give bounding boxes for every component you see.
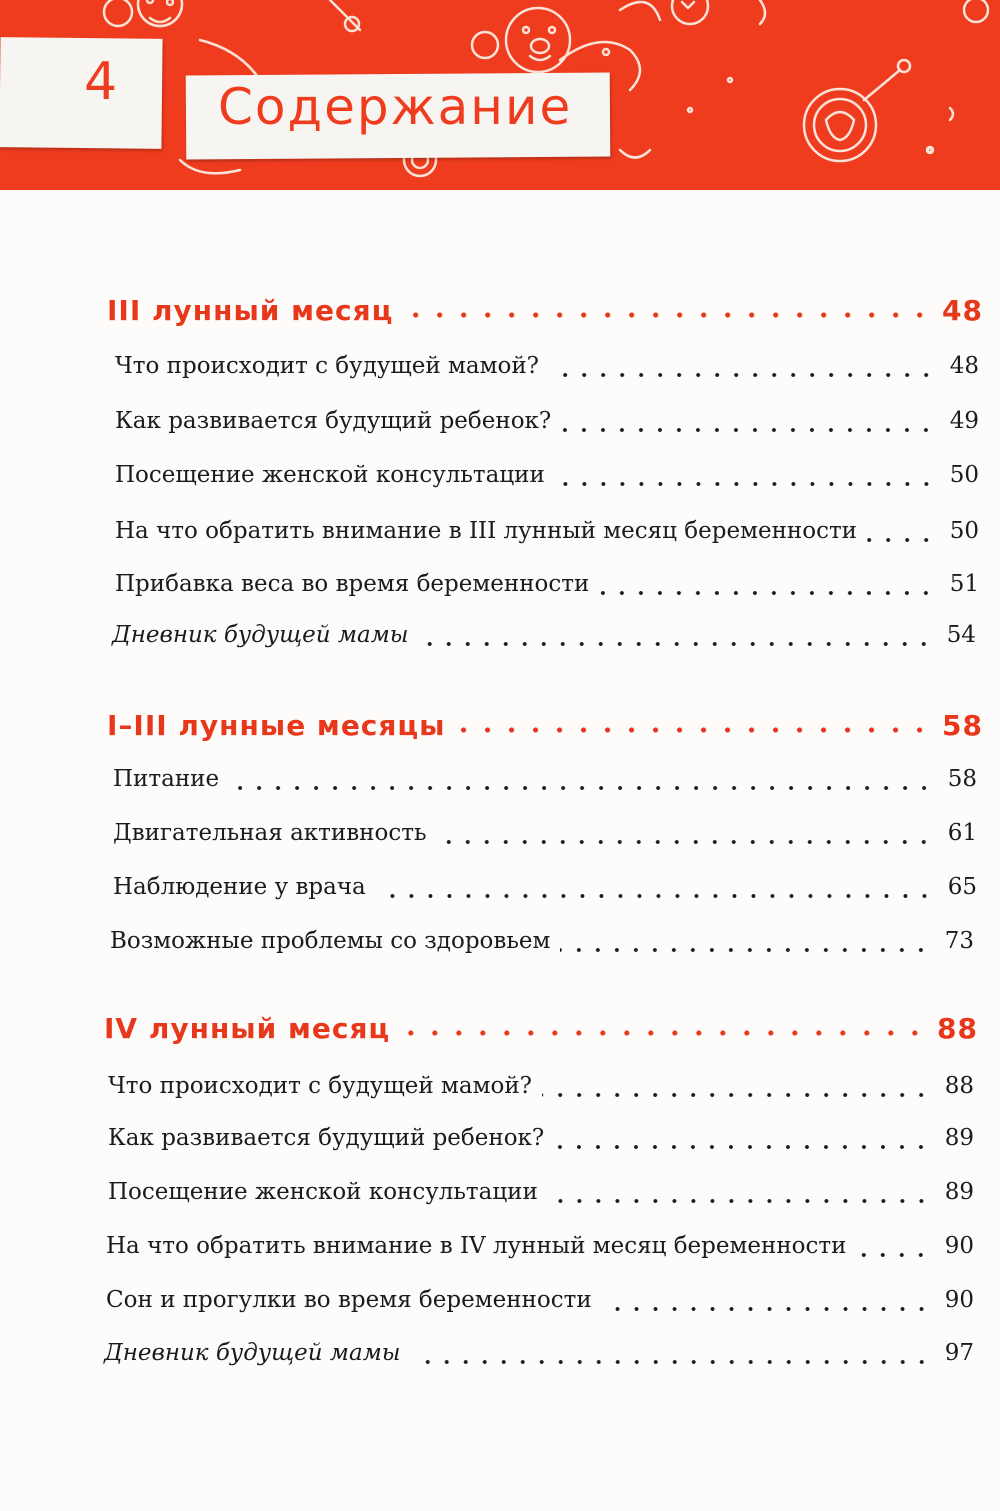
entry-title: Как развивается будущий ребенок?	[115, 408, 552, 434]
entry-page-number: 58	[947, 766, 977, 792]
toc-entry[interactable]	[115, 408, 979, 434]
toc-entry[interactable]	[115, 518, 979, 544]
dot-leader	[856, 1251, 930, 1259]
entry-title: Двигательная активность	[113, 820, 427, 846]
toc-entry[interactable]	[110, 928, 974, 954]
toc-entry[interactable]	[108, 1179, 974, 1205]
toc-entry[interactable]	[113, 874, 977, 900]
toc-section-heading[interactable]	[104, 1012, 978, 1045]
toc-entry[interactable]	[108, 1073, 974, 1099]
entry-title: Что происходит с будущей мамой?	[108, 1073, 533, 1099]
dot-leader	[549, 371, 936, 379]
section-title: IV лунный месяц	[104, 1012, 391, 1045]
entry-title: Наблюдение у врача	[113, 874, 366, 900]
entry-title: На что обратить внимание в IV лунный месяц беременности	[106, 1233, 847, 1259]
toc-section-heading[interactable]	[107, 294, 983, 327]
entry-page-number: 73	[944, 928, 974, 954]
dot-leader	[599, 589, 935, 597]
dot-leader	[229, 784, 934, 792]
entry-page-number: 90	[944, 1287, 974, 1313]
toc-entry[interactable]	[106, 1233, 974, 1259]
entry-page-number: 50	[949, 518, 979, 544]
page-number: 4	[84, 52, 118, 112]
dot-leader	[407, 311, 932, 319]
dot-leader	[404, 1029, 927, 1037]
entry-title: Возможные проблемы со здоровьем	[110, 928, 551, 954]
entry-title: Посещение женской консультации	[108, 1179, 538, 1205]
toc-entry[interactable]	[115, 571, 979, 597]
dot-leader	[459, 726, 932, 734]
entry-title: На что обратить внимание в III лунный месяц беременности	[115, 518, 858, 544]
entry-page-number: 51	[949, 571, 979, 597]
entry-title: Прибавка веса во время беременности	[115, 571, 590, 597]
toc-entry[interactable]	[113, 820, 977, 846]
section-page-number: 48	[942, 294, 983, 327]
entry-title: Что происходит с будущей мамой?	[115, 353, 540, 379]
entry-title: Как развивается будущий ребенок?	[108, 1125, 545, 1151]
entry-title: Питание	[113, 766, 220, 792]
entry-title: Дневник будущей мамы	[112, 622, 409, 648]
entry-title: Дневник будущей мамы	[104, 1340, 401, 1366]
dot-leader	[419, 640, 933, 648]
toc-entry[interactable]	[112, 622, 976, 648]
page-number-tag	[0, 37, 163, 149]
toc-entry[interactable]	[104, 1340, 974, 1366]
entry-title: Сон и прогулки во время беременности	[106, 1287, 592, 1313]
dot-leader	[411, 1358, 931, 1366]
entry-page-number: 97	[944, 1340, 974, 1366]
entry-page-number: 88	[944, 1073, 974, 1099]
entry-page-number: 65	[947, 874, 977, 900]
dot-leader	[548, 1197, 931, 1205]
page-title: Содержание	[218, 78, 573, 136]
dot-leader	[602, 1305, 931, 1313]
entry-page-number: 89	[944, 1125, 974, 1151]
dot-leader	[867, 536, 936, 544]
entry-page-number: 49	[949, 408, 979, 434]
section-title: III лунный месяц	[107, 294, 394, 327]
entry-page-number: 61	[947, 820, 977, 846]
section-page-number: 58	[942, 709, 983, 742]
toc-entry[interactable]	[113, 766, 977, 792]
dot-leader	[554, 1143, 930, 1151]
toc-entry[interactable]	[115, 462, 979, 488]
dot-leader	[436, 838, 933, 846]
entry-page-number: 50	[949, 462, 979, 488]
entry-page-number: 90	[944, 1233, 974, 1259]
dot-leader	[542, 1091, 931, 1099]
dot-leader	[560, 946, 930, 954]
entry-page-number: 48	[949, 353, 979, 379]
section-page-number: 88	[937, 1012, 978, 1045]
entry-page-number: 89	[944, 1179, 974, 1205]
dot-leader	[561, 426, 935, 434]
toc-section-heading[interactable]	[107, 709, 983, 742]
toc-entry[interactable]	[108, 1125, 974, 1151]
dot-leader	[555, 480, 936, 488]
section-title: I–III лунные месяцы	[107, 709, 446, 742]
entry-page-number: 54	[946, 622, 976, 648]
entry-title: Посещение женской консультации	[115, 462, 545, 488]
toc-entry[interactable]	[106, 1287, 974, 1313]
toc-entry[interactable]	[115, 353, 979, 379]
dot-leader	[376, 892, 934, 900]
